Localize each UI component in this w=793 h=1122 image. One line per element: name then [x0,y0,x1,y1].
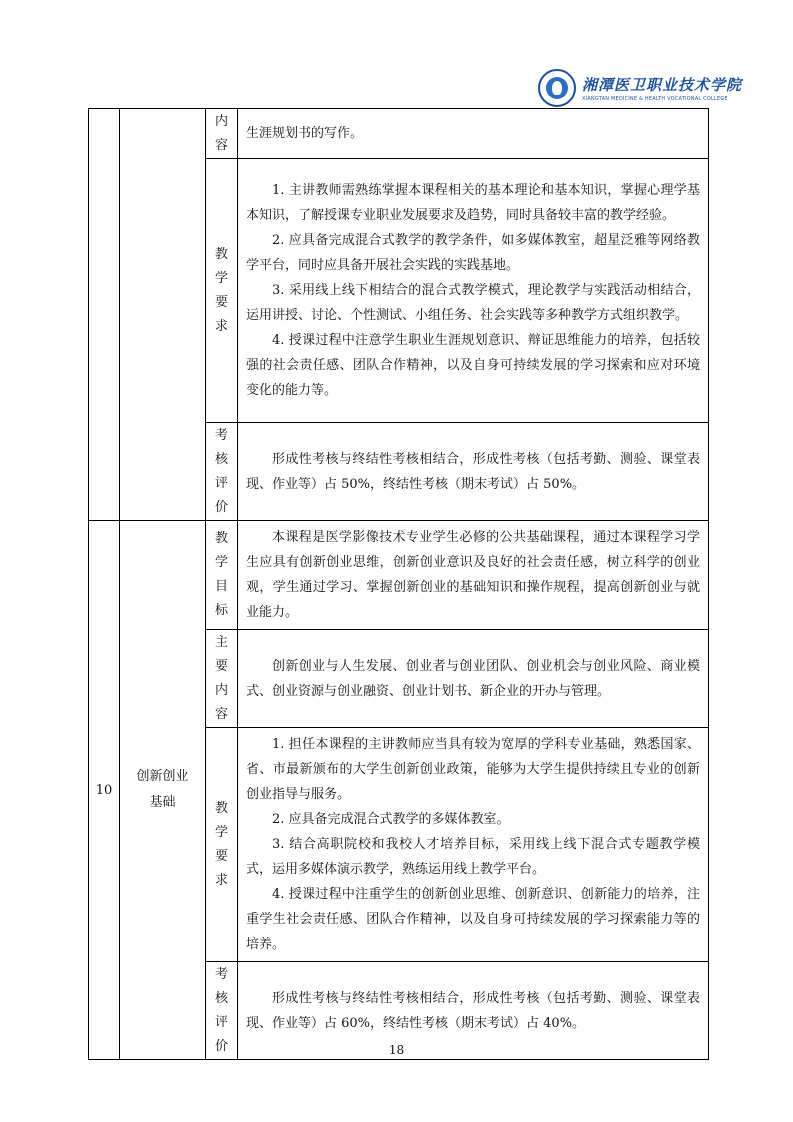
label-assessment: 考 核 评 价 [206,962,238,1060]
main-content-text: 创新创业与人生发展、创业者与创业团队、创业机会与创业风险、商业模式、创业资源与创业融资、创业计划书、新企业的开办与管理。 [238,630,709,728]
requirement-item: 4. 授课过程中注意学生职业生涯规划意识、辩证思维能力的培养，包括较强的社会责任感、团队合作精神，以及自身可持续发展的学习探索和应对环境变化的能力等。 [246,333,700,398]
table-row [89,109,709,159]
assessment-text: 形成性考核与终结性考核相结合，形成性考核（包括考勤、测验、课堂表现、作业等）占 50%，终结性考核（期末考试）占 50%。 [238,423,709,521]
assessment-text: 形成性考核与终结性考核相结合，形成性考核（包括考勤、测验、课堂表现、作业等）占 60%，终结性考核（期末考试）占 40%。 [238,962,709,1060]
label-requirements: 教 学 要 求 [206,728,238,962]
requirement-item: 1. 主讲教师需熟练掌握本课程相关的基本理论和基本知识，掌握心理学基本知识，了解授课专业职业发展要求及趋势，同时具备较丰富的教学经验。 [246,183,700,223]
course-number: 10 [89,521,120,1060]
label-goals: 教 学 目 标 [206,521,238,630]
course-name-cell-empty [120,109,206,521]
label-assessment: 考 核 评 价 [206,423,238,521]
label-requirements: 教 学 要 求 [206,159,238,423]
logo-english-name: XIANGTAN MEDICINE & HEALTH VOCATIONAL COLLEGE [582,96,728,102]
content-text: 生涯规划书的写作。 [238,109,709,159]
label-content: 内 容 [206,109,238,159]
label-main-content: 主 要 内 容 [206,630,238,728]
page-number: 18 [388,1043,405,1057]
requirement-item: 4. 授课过程中注重学生的创新创业思维、创新意识、创新能力的培养，注重学生社会责任感、团队合作精神，以及自身可持续发展的学习探索能力等的培养。 [246,887,700,952]
requirement-item: 3. 采用线上线下相结合的混合式教学模式，理论教学与实践活动相结合，运用讲授、讨论、个性测试、小组任务、社会实践等多种教学方式组织教学。 [246,283,700,323]
requirement-item: 2. 应具备完成混合式教学的多媒体教室。 [272,812,510,827]
requirement-item: 3. 结合高职院校和我校人才培养目标，采用线上线下混合式专题教学模式，运用多媒体演示教学，熟练运用线上教学平台。 [246,837,700,877]
requirement-item: 1. 担任本课程的主讲教师应当具有较为宽厚的学科专业基础，熟悉国家、省、市最新颁布的大学生创新创业政策，能够为大学生提供持续且专业的创新创业指导与服务。 [246,737,700,802]
course-name: 创新创业 基础 [120,521,206,1060]
college-logo [538,66,743,110]
requirement-item: 2. 应具备完成混合式教学的教学条件，如多媒体教室，超星泛雅等网络教学平台，同时应具备开展社会实践的实践基地。 [246,233,700,273]
curriculum-table [88,108,709,1060]
table-row [89,521,709,630]
goals-text: 本课程是医学影像技术专业学生必修的公共基础课程，通过本课程学习学生应具有创新创业思维，创新创业意识及良好的社会责任感，树立科学的创业观，学生通过学习、掌握创新创业的基础知识和操作规程，提高创新创业与就业能力。 [238,521,709,630]
requirements-text [238,159,709,423]
logo-chinese-name: 湘潭医卫职业技术学院 [582,76,743,94]
course-number-cell-empty [89,109,120,521]
requirements-text [238,728,709,962]
logo-text [582,74,742,102]
college-seal-icon [538,69,576,107]
